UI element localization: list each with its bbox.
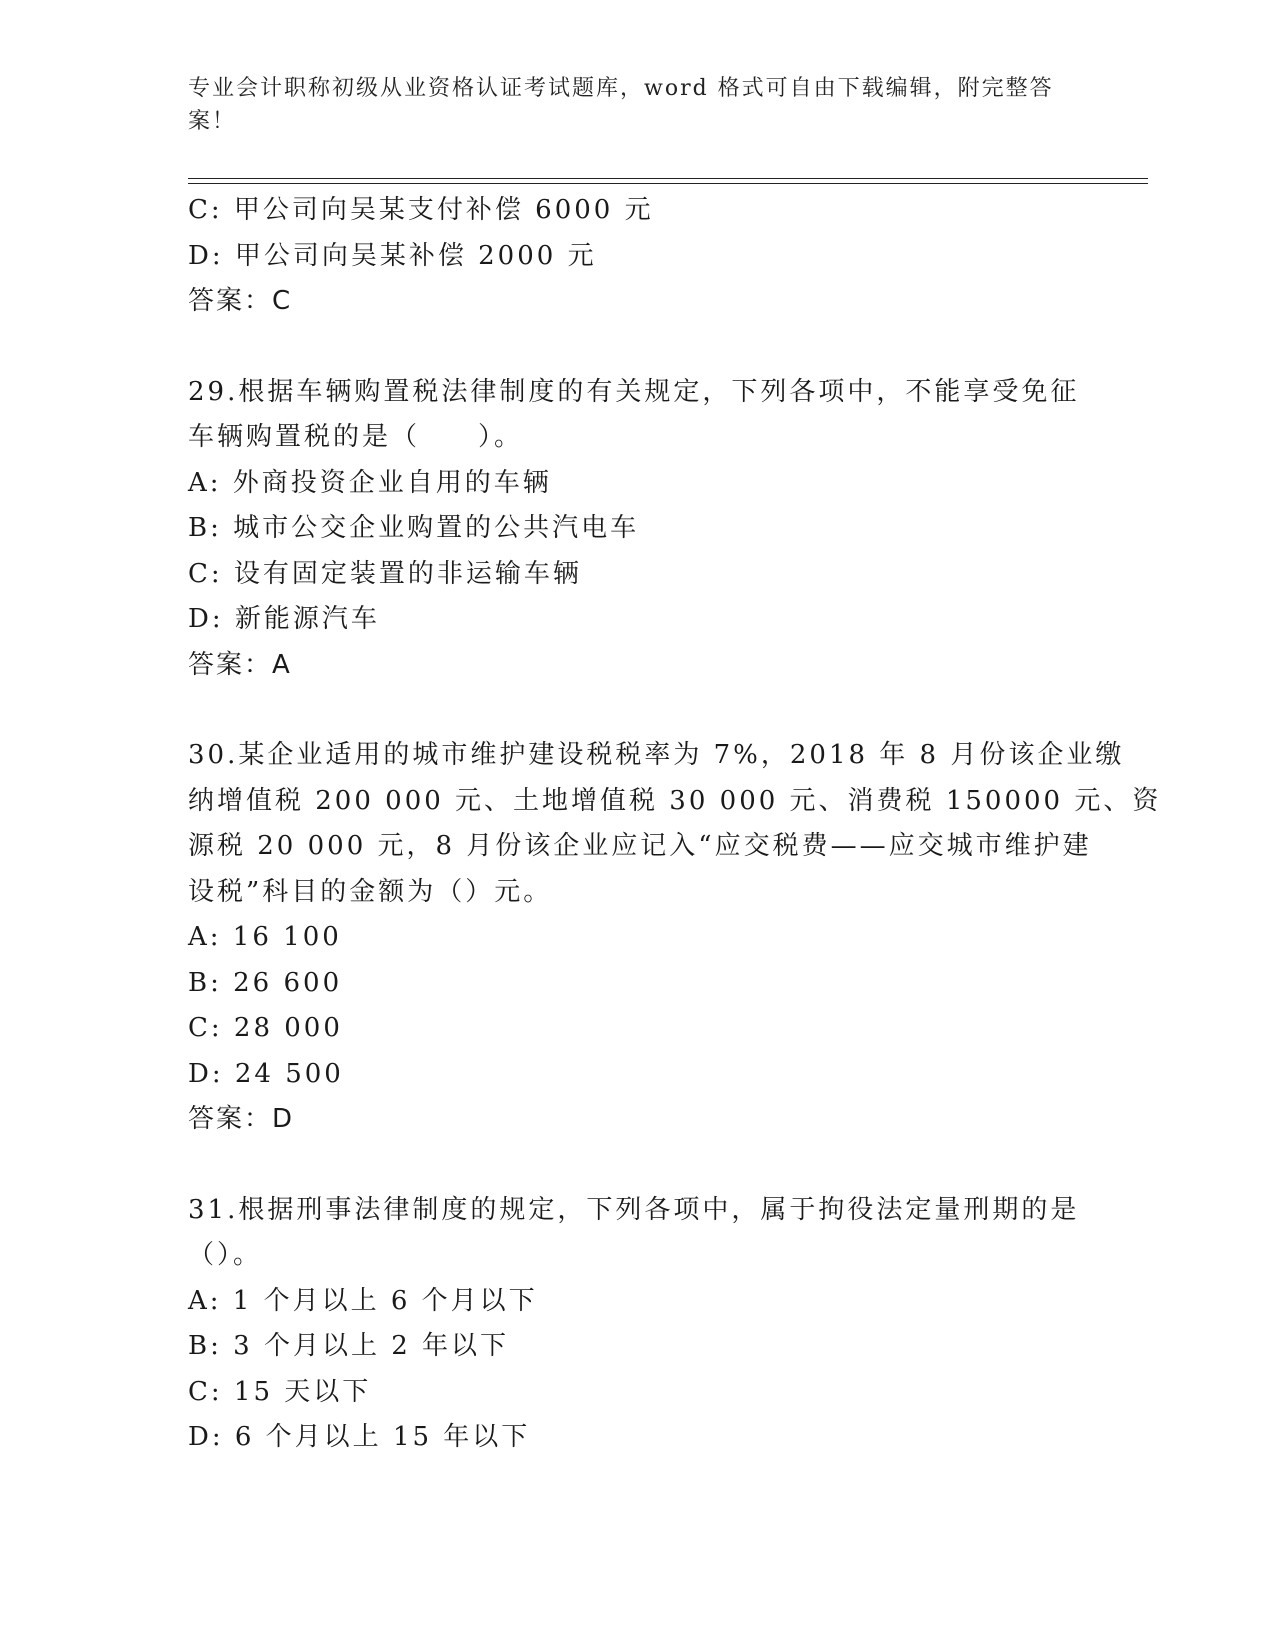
option-b: B: 城市公交企业购置的公共汽电车 bbox=[188, 513, 640, 543]
answer-line: 答案：D bbox=[188, 1104, 295, 1134]
question-text-line: （）。 bbox=[188, 1240, 263, 1270]
option-c: C: 甲公司向吴某支付补偿 6000 元 bbox=[188, 195, 654, 225]
option-d: D: 新能源汽车 bbox=[188, 604, 380, 634]
document-body bbox=[188, 188, 1162, 1461]
question-text-line: 源税 20 000 元，8 月份该企业应记入“应交税费——应交城市维护建 bbox=[188, 831, 1092, 861]
answer-line: 答案：C bbox=[188, 286, 293, 316]
option-d: D: 24 500 bbox=[188, 1058, 344, 1089]
option-c: C: 15 天以下 bbox=[188, 1376, 372, 1407]
document-header: 专业会计职称初级从业资格认证考试题库，word 格式可自由下载编辑，附完整答案！ bbox=[188, 76, 1054, 134]
answer-line: 答案：A bbox=[188, 649, 292, 680]
question-31 bbox=[188, 1188, 1088, 1461]
question-30 bbox=[188, 733, 1162, 1143]
question-29 bbox=[188, 370, 1088, 689]
header-rule-top bbox=[188, 178, 1148, 179]
option-b: B: 26 600 bbox=[188, 967, 343, 998]
option-a: A: 外商投资企业自用的车辆 bbox=[188, 467, 552, 498]
question-28-tail bbox=[188, 188, 1088, 325]
question-text-line: 车辆购置税的是（ ）。 bbox=[188, 422, 524, 452]
question-text-line: 30.某企业适用的城市维护建设税税率为 7%，2018 年 8 月份该企业缴 bbox=[188, 740, 1125, 770]
header-rule-bottom bbox=[188, 183, 1148, 184]
option-a: A: 16 100 bbox=[188, 922, 342, 952]
question-text-line: 纳增值税 200 000 元、土地增值税 30 000 元、消费税 150000 元、资 bbox=[188, 785, 1162, 816]
option-c: C: 设有固定装置的非运输车辆 bbox=[188, 558, 582, 589]
option-d: D: 6 个月以上 15 年以下 bbox=[188, 1422, 531, 1452]
question-text-line: 31.根据刑事法律制度的规定，下列各项中，属于拘役法定量刑期的是 bbox=[188, 1194, 1080, 1225]
option-b: B: 3 个月以上 2 年以下 bbox=[188, 1331, 510, 1361]
question-text-line: 29.根据车辆购置税法律制度的有关规定，下列各项中，不能享受免征 bbox=[188, 376, 1080, 407]
question-text-line: 设税”科目的金额为（）元。 bbox=[188, 876, 553, 907]
option-a: A: 1 个月以上 6 个月以下 bbox=[188, 1285, 538, 1316]
option-c: C: 28 000 bbox=[188, 1013, 343, 1043]
option-d: D: 甲公司向吴某补偿 2000 元 bbox=[188, 240, 597, 271]
